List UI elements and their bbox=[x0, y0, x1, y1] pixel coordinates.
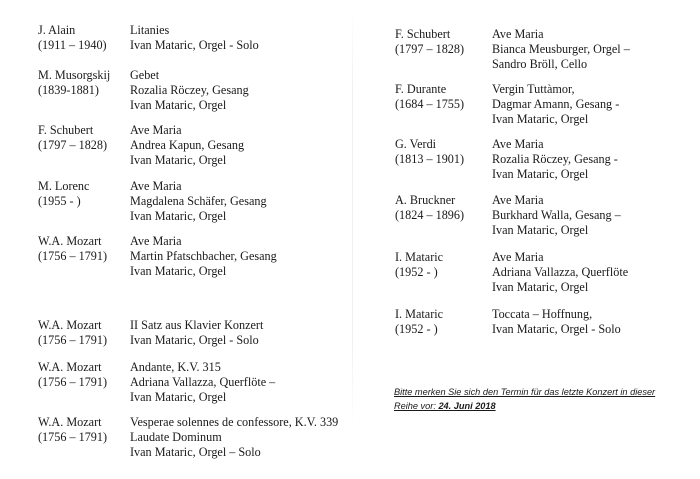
piece-title: Ave Maria bbox=[492, 137, 544, 151]
performer-line: Ivan Mataric, Orgel - Solo bbox=[492, 322, 621, 336]
composer-years: (1952 - ) bbox=[395, 322, 438, 336]
composer-name: W.A. Mozart bbox=[38, 234, 102, 248]
performer-line: Ivan Mataric, Orgel bbox=[130, 264, 227, 278]
composer-name: G. Verdi bbox=[395, 137, 437, 151]
performer-line: Adriana Vallazza, Querflöte – bbox=[130, 375, 276, 389]
reminder-note bbox=[394, 385, 674, 413]
composer-years: (1824 – 1896) bbox=[395, 208, 465, 222]
composer-name: W.A. Mozart bbox=[38, 360, 102, 374]
performer-line: Ivan Mataric, Orgel bbox=[130, 209, 227, 223]
piece-title: Gebet bbox=[130, 68, 160, 82]
performer-line: Andrea Kapun, Gesang bbox=[130, 138, 245, 152]
composer-years: (1756 – 1791) bbox=[38, 430, 108, 444]
composer-name: W.A. Mozart bbox=[38, 318, 102, 332]
piece-title: Toccata – Hoffnung, bbox=[492, 307, 593, 321]
piece-title: Ave Maria bbox=[492, 250, 544, 264]
piece-title: Litanies bbox=[130, 23, 170, 37]
composer-years: (1911 – 1940) bbox=[38, 38, 107, 52]
performer-line: Ivan Mataric, Orgel bbox=[130, 153, 227, 167]
piece-title: Vergin Tuttàmor, bbox=[492, 82, 575, 96]
piece-title: Andante, K.V. 315 bbox=[130, 360, 221, 374]
reminder-date: 24. Juni 2018 bbox=[438, 401, 496, 411]
composer-name: F. Durante bbox=[395, 82, 447, 96]
performer-line: Ivan Mataric, Orgel bbox=[130, 98, 227, 112]
composer-years: (1839-1881) bbox=[38, 83, 99, 97]
composer-name: M. Lorenc bbox=[38, 179, 90, 193]
piece-title: Ave Maria bbox=[492, 193, 544, 207]
composer-name: M. Musorgskij bbox=[38, 68, 111, 82]
performer-line: Bianca Meusburger, Orgel – bbox=[492, 42, 630, 56]
composer-name: A. Bruckner bbox=[395, 193, 456, 207]
performer-line: Dagmar Amann, Gesang - bbox=[492, 97, 620, 111]
performer-line: Ivan Mataric, Orgel bbox=[130, 390, 227, 404]
page-fold bbox=[352, 8, 353, 428]
composer-years: (1952 - ) bbox=[395, 265, 438, 279]
piece-title: Ave Maria bbox=[130, 234, 182, 248]
performer-line: Rozalia Röczey, Gesang - bbox=[492, 152, 618, 166]
composer-name: I. Mataric bbox=[395, 307, 444, 321]
performer-line: Burkhard Walla, Gesang – bbox=[492, 208, 621, 222]
reminder-text: Bitte merken Sie sich den Termin für das letzte Konzert in dieser Reihe vor: bbox=[394, 387, 656, 411]
composer-years: (1756 – 1791) bbox=[38, 249, 108, 263]
performer-line: Rozalia Röczey, Gesang bbox=[130, 83, 249, 97]
piece-title: Ave Maria bbox=[130, 123, 182, 137]
composer-years: (1756 – 1791) bbox=[38, 375, 108, 389]
performer-line: Ivan Mataric, Orgel bbox=[492, 112, 589, 126]
performer-line: Ivan Mataric, Orgel – Solo bbox=[130, 445, 261, 459]
composer-years: (1684 – 1755) bbox=[395, 97, 465, 111]
piece-title: Ave Maria bbox=[492, 27, 544, 41]
composer-name: J. Alain bbox=[38, 23, 76, 37]
piece-title: II Satz aus Klavier Konzert bbox=[130, 318, 264, 332]
piece-title: Ave Maria bbox=[130, 179, 182, 193]
performer-line: Ivan Mataric, Orgel bbox=[492, 223, 589, 237]
composer-years: (1797 – 1828) bbox=[395, 42, 465, 56]
piece-title: Vesperae solennes de confessore, K.V. 339 bbox=[130, 415, 339, 429]
composer-name: F. Schubert bbox=[395, 27, 451, 41]
composer-years: (1955 - ) bbox=[38, 194, 81, 208]
composer-years: (1797 – 1828) bbox=[38, 138, 108, 152]
performer-line: Laudate Dominum bbox=[130, 430, 222, 444]
composer-name: F. Schubert bbox=[38, 123, 94, 137]
composer-name: W.A. Mozart bbox=[38, 415, 102, 429]
composer-name: I. Mataric bbox=[395, 250, 444, 264]
composer-years: (1813 – 1901) bbox=[395, 152, 465, 166]
performer-line: Sandro Bröll, Cello bbox=[492, 57, 588, 71]
performer-line: Ivan Mataric, Orgel - Solo bbox=[130, 333, 259, 347]
performer-line: Ivan Mataric, Orgel bbox=[492, 167, 589, 181]
performer-line: Ivan Mataric, Orgel bbox=[492, 280, 589, 294]
performer-line: Ivan Mataric, Orgel - Solo bbox=[130, 38, 259, 52]
performer-line: Magdalena Schäfer, Gesang bbox=[130, 194, 267, 208]
composer-years: (1756 – 1791) bbox=[38, 333, 108, 347]
performer-line: Martin Pfatschbacher, Gesang bbox=[130, 249, 277, 263]
performer-line: Adriana Vallazza, Querflöte bbox=[492, 265, 629, 279]
